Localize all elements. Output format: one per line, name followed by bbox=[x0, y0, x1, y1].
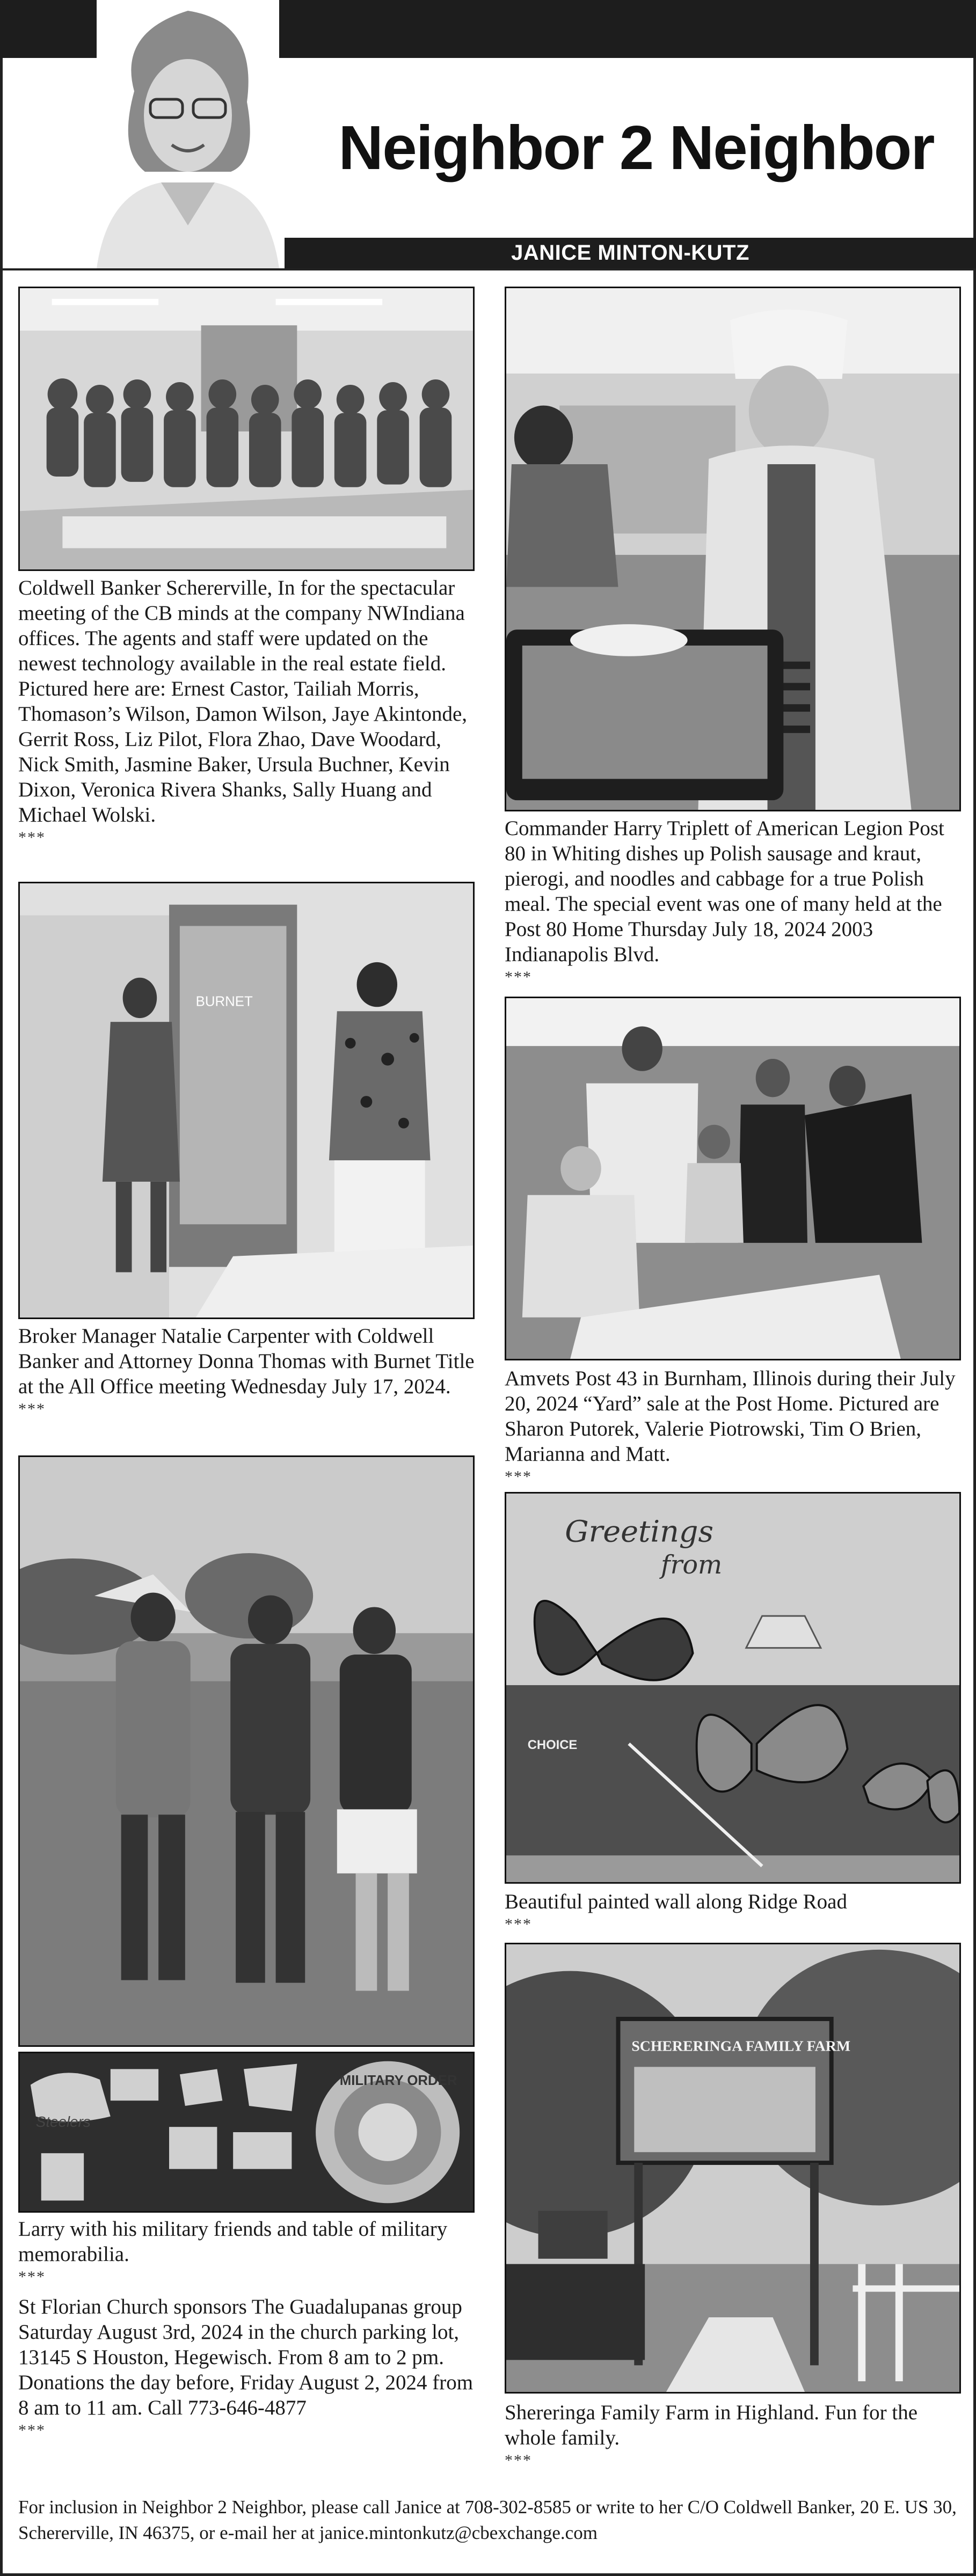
mural-greeting-text: Greetings bbox=[565, 1514, 714, 1549]
photo-amvets-yard-sale bbox=[505, 997, 961, 1360]
photo-coldwell-banker-group bbox=[18, 287, 475, 571]
photo-image bbox=[20, 288, 473, 569]
steelers-text: Steelers bbox=[35, 2113, 91, 2131]
story-8 bbox=[505, 2400, 961, 2469]
story-caption: Larry with his military friends and table of military memorabilia. bbox=[18, 2218, 448, 2266]
story-separator: *** bbox=[505, 968, 532, 986]
story-separator: *** bbox=[18, 1400, 46, 1418]
photo-broker-and-attorney bbox=[18, 882, 475, 1319]
story-caption: St Florian Church sponsors The Guadalupanas group Saturday August 3rd, 2024 in the church parking lot, 13145 S Houston, Hegewisch. From 8 am to 2 pm. Donations the day before, Friday August 2, 2024 from 8 am to 11 am. Call 773-646-4877 bbox=[18, 2295, 474, 2419]
story-separator: *** bbox=[505, 1915, 532, 1933]
photo-image bbox=[506, 1494, 959, 1882]
story-caption: Coldwell Banker Schererville, In for the spectacular meeting of the CB minds at the company NWIndiana offices. The agents and staff were updated on the newest technology available in the real estate field. Pictured here are: Ernest Castor, Tailiah Morris, Thomason’s Wilson, Damon Wilson, Jaye Akintonde, Gerrit Ross, Liz Pilot, Flora Zhao, Dave Woodard, Nick Smith, Jasmine Baker, Ursula Buchner, Kevin Dixon, Veronica Rivera Shanks, Sally Huang and Michael Wolski. bbox=[18, 576, 468, 826]
photo-painted-wall bbox=[505, 1492, 961, 1884]
author-byline: JANICE MINTON-KUTZ bbox=[285, 238, 976, 268]
mural-from-text: from bbox=[660, 1550, 723, 1580]
photo-larry-and-friends bbox=[18, 1455, 475, 2047]
story-separator: *** bbox=[505, 1468, 532, 1485]
military-order-text: MILITARY ORDER bbox=[339, 2073, 457, 2088]
photo-image bbox=[506, 998, 959, 1359]
story-6 bbox=[18, 2216, 475, 2285]
story-caption: Amvets Post 43 in Burnham, Illinois during their July 20, 2024 “Yard” sale at the Post Home. Pictured are Sharon Putorek, Valerie Piotrowski, Tim O Brien, Marianna and Matt. bbox=[505, 1367, 956, 1466]
story-caption: Broker Manager Natalie Carpenter with Coldwell Banker and Attorney Donna Thomas with Burnet Title at the All Office meeting Wednesday July 17, 2024. bbox=[18, 1324, 475, 1398]
photo-military-memorabilia bbox=[18, 2052, 475, 2213]
photo-image bbox=[506, 288, 959, 810]
story-separator: *** bbox=[18, 2268, 46, 2286]
story-caption: Commander Harry Triplett of American Legion Post 80 in Whiting dishes up Polish sausage and kraut, pierogi, and noodles and cabbage for a true Polish meal. The special event was one of many held at the Post 80 Home Thursday July 18, 2024 2003 Indianapolis Blvd. bbox=[505, 817, 944, 966]
story-separator: *** bbox=[18, 829, 46, 846]
story-4 bbox=[505, 1366, 961, 1485]
story-3 bbox=[18, 1323, 475, 1417]
story-1 bbox=[18, 575, 475, 846]
mural-choice-text: CHOICE bbox=[527, 1738, 578, 1753]
photo-image bbox=[20, 2053, 473, 2211]
story-separator: *** bbox=[505, 2451, 532, 2469]
story-7 bbox=[18, 2294, 475, 2439]
office-sign-text: BURNET bbox=[195, 994, 253, 1009]
story-5 bbox=[505, 1889, 961, 1933]
photo-image bbox=[506, 1944, 959, 2392]
farm-sign-text: SCHERERINGA FAMILY FARM bbox=[631, 2038, 851, 2055]
story-2 bbox=[505, 816, 961, 985]
photo-commander-serving bbox=[505, 287, 961, 811]
column-title: Neighbor 2 Neighbor bbox=[338, 113, 934, 182]
photo-image bbox=[20, 1457, 473, 2045]
story-caption: Beautiful painted wall along Ridge Road bbox=[505, 1890, 847, 1913]
masthead-divider bbox=[0, 268, 976, 270]
story-caption: Shereringa Family Farm in Highland. Fun for the whole family. bbox=[505, 2401, 918, 2449]
photo-image bbox=[20, 883, 473, 1318]
photo-family-farm-sign bbox=[505, 1943, 961, 2394]
submission-info: For inclusion in Neighbor 2 Neighbor, please call Janice at 708-302-8585 or write to her C/O Coldwell Banker, 20 E. US 30, Schererville, IN 46375, or e-mail her at janice.mintonkutz@cbexchange.com bbox=[18, 2497, 957, 2543]
story-separator: *** bbox=[18, 2421, 46, 2439]
columnist-headshot bbox=[97, 0, 279, 268]
columnist-headshot-image bbox=[97, 0, 279, 268]
